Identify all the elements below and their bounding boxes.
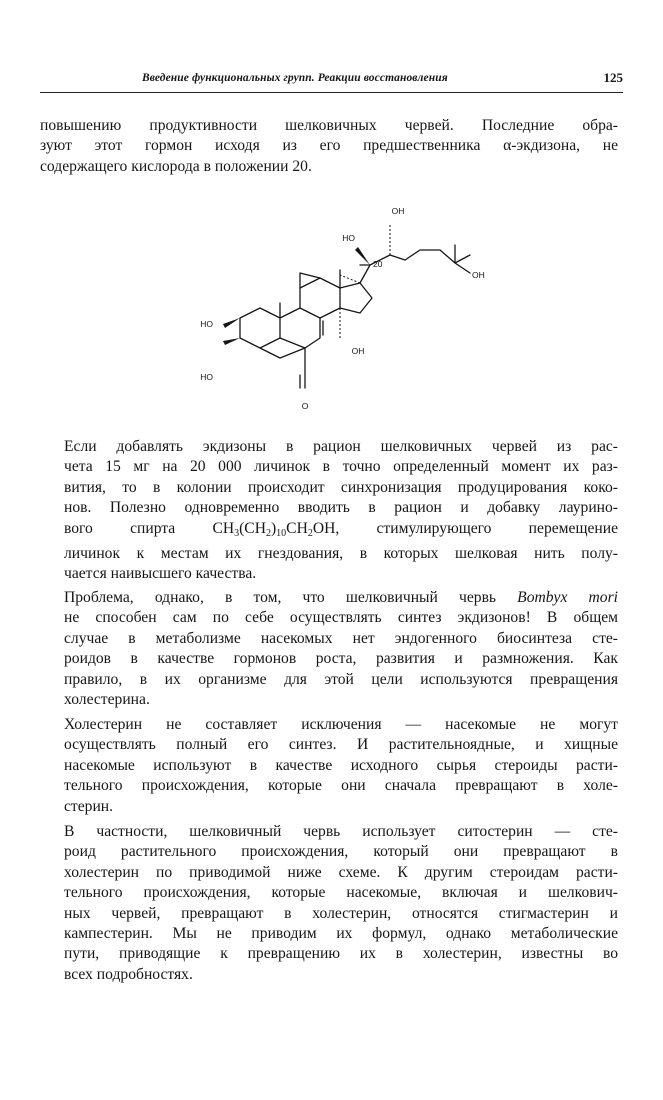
text-line: насекомые используют в качестве исходного сырья стероиды расти- <box>64 756 618 774</box>
ring-b-lower <box>260 348 305 358</box>
paragraph-sitosterol <box>40 822 618 985</box>
text-line: кампестерин. Мы не приводим их формул, однако метаболические <box>64 925 618 943</box>
text-line: зуют этот гормон исходя из его предшественника α-экдизона, не <box>40 137 618 155</box>
wedge-c3 <box>223 338 240 345</box>
ho-label: HO <box>200 372 213 382</box>
skeleton-bonds <box>240 245 470 388</box>
text-line: личинок к местам их гнездования, в которых шелковая нить полу- <box>64 545 618 563</box>
oh-label: OH <box>391 206 405 216</box>
text-line: всех подробностях. <box>64 965 193 983</box>
paragraph-ecdysone-diet <box>40 437 618 585</box>
text-line: нов. Полезно одновременно вводить в рацион и добавку лаурино- <box>64 499 618 517</box>
text-line: чается наивысшего качества. <box>64 565 257 583</box>
wedge-c20 <box>355 247 370 265</box>
text-line: пути, приводящие к превращению их в холестерин, известны во <box>64 945 618 963</box>
ring-d <box>340 283 372 313</box>
hash-c17 <box>340 275 360 283</box>
text-line: холестерин по приводимой ниже схеме. К другим стероидам расти- <box>64 863 618 881</box>
ring-b <box>280 308 320 348</box>
text-line: Холестерин не составляет исключения — насекомые не могут <box>64 716 618 733</box>
text-line: Проблема, однако, в том, что шелковичный червь Bombyx mori <box>64 589 618 606</box>
wedge-bonds <box>223 247 370 345</box>
running-header <box>40 70 623 93</box>
text-line: правило, в их организме для этой цели используются превращения <box>64 670 618 688</box>
paragraph-intro <box>40 116 618 177</box>
position-label: 20 <box>373 259 383 269</box>
text-line: тельного происхождения, которые они сначала превращают в холе- <box>64 777 618 795</box>
ketone-label: O <box>301 401 309 411</box>
text-line: тельного происхождения, которые насекомые, включая и шелкович- <box>64 884 618 902</box>
ring-a <box>240 308 280 348</box>
running-title: Введение функциональных групп. Реакции восстановления <box>142 72 448 84</box>
text-line-formula: вого спирта $CH_3(CH_2)_{10}CH_2OH$, стимулирующего перемещение <box>64 519 618 539</box>
text-line: роид растительного происхождения, который они превращают в <box>64 843 618 861</box>
text-line: холестерина. <box>64 691 150 709</box>
text-line: содержащего кислорода в положении 20. <box>40 157 312 175</box>
ecdysone-structure-figure <box>180 195 520 425</box>
text-line: повышению продуктивности шелковичных червей. Последние обра- <box>40 117 618 134</box>
ho-label: HO <box>342 233 355 243</box>
wedge-c2 <box>223 318 240 328</box>
oh-label: OH <box>351 346 365 356</box>
paragraph-cholesterol <box>40 715 618 817</box>
text-line: случае в метаболизме насекомых нет эндогенного биосинтеза сте- <box>64 629 618 647</box>
text-line: роидов в качестве гормонов роста, развития и размножения. Как <box>64 650 618 668</box>
ho-label: HO <box>200 319 213 329</box>
bridge-bonds <box>300 273 320 288</box>
paragraph-bombyx <box>40 588 618 710</box>
text-line: ных червей, превращают в холестерин, относятся стигмастерин и <box>64 904 618 922</box>
text-line: осуществлять полный его синтез. И растительноядные, и хищные <box>64 736 618 754</box>
text-line: не способен сам по себе осуществлять синтез экдизонов! В общем <box>64 609 618 627</box>
page-number: 125 <box>603 70 623 85</box>
text-line: Если добавлять экдизоны в рацион шелковичных червей из рас- <box>64 438 618 455</box>
text-line: В частности, шелковичный червь использует ситостерин — сте- <box>64 823 618 840</box>
text-line: вития, то в колонии происходит синхронизация продуцирования коко- <box>64 478 618 496</box>
ketone-bond <box>300 348 305 388</box>
text-line: стерин. <box>64 797 114 815</box>
oh-label: OH <box>472 270 485 280</box>
ring-c <box>300 278 340 318</box>
text-line: чета 15 мг на 20 000 личинок в точно определенный момент их раз- <box>64 458 618 476</box>
